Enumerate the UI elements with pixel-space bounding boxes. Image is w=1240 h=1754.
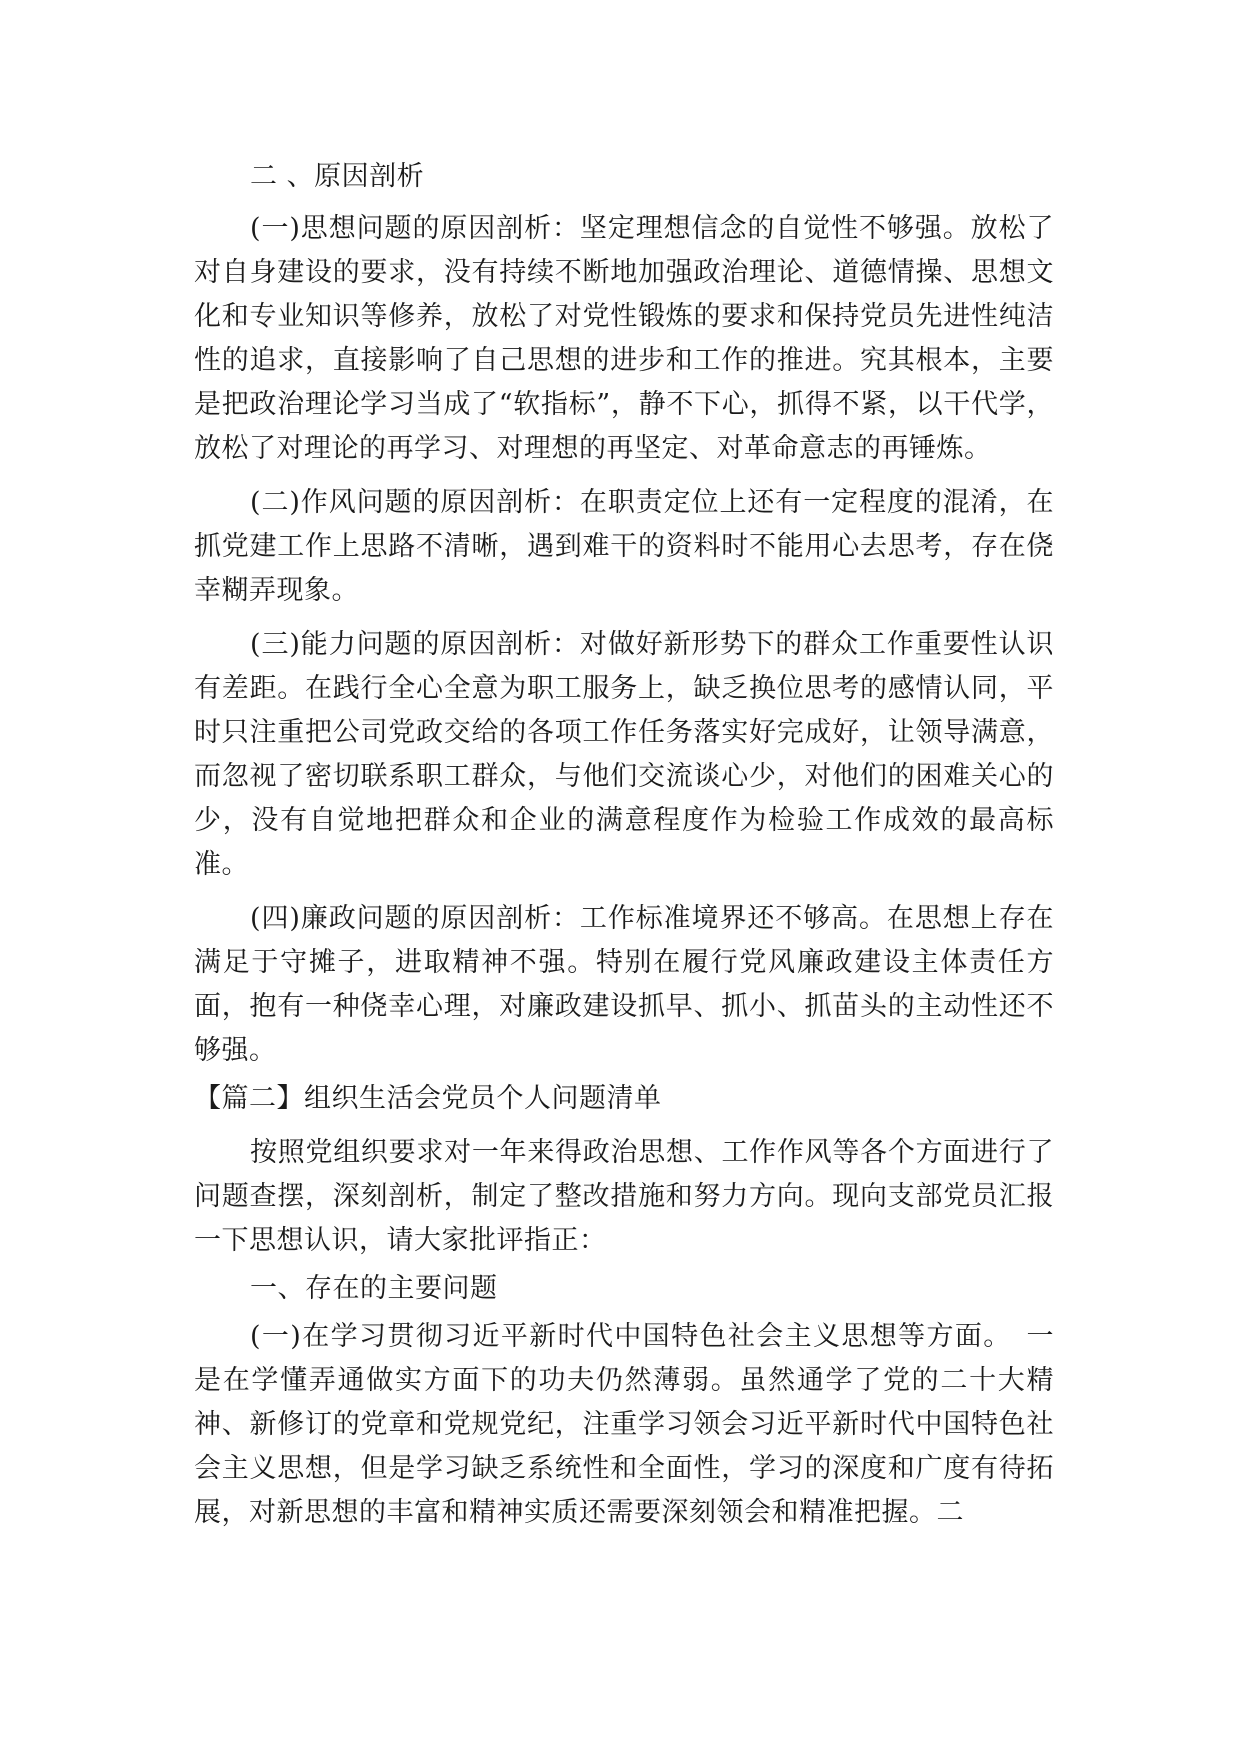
paragraph-study-problem: (一)在学习贯彻习近平新时代中国特色社会主义思想等方面。 一是在学懂弄通做实方面下的功夫仍然薄弱。虽然通学了党的二十大精神、新修订的党章和党规党纪，注重学习领会习近平新时代中国特色社会主义思想，但是学习缺乏系统性和全面性，学习的深度和广度有待拓展，对新思想的丰富和精神实质还需要深刻领会和精准把握。二 (194, 1321, 1054, 1528)
paragraph-ideology-cause: (一)思想问题的原因剖析：坚定理想信念的自觉性不够强。放松了对自身建设的要求，没有持续不断地加强政治理论、道德情操、思想文化和专业知识等修养，放松了对党性锻炼的要求和保持党员先进性纯洁性的追求，直接影响了自己思想的进步和工作的推进。究其根本，主要是把政治理论学习当成了“软指标”，静不下心，抓得不紧，以干代学，放松了对理论的再学习、对理想的再坚定、对革命意志的再锤炼。 (194, 213, 1054, 464)
section-heading-cause-analysis: 二 、原因剖析 (250, 161, 425, 192)
section-heading-main-problems: 一、存在的主要问题 (250, 1273, 498, 1304)
paragraph-style-cause: (二)作风问题的原因剖析：在职责定位上还有一定程度的混淆，在抓党建工作上思路不清晰，遇到难干的资料时不能用心去思考，存在侥幸糊弄现象。 (194, 487, 1054, 606)
paragraph-ability-cause: (三)能力问题的原因剖析：对做好新形势下的群众工作重要性认识有差距。在践行全心全意为职工服务上，缺乏换位思考的感情认同，平时只注重把公司党政交给的各项工作任务落实好完成好，让领导满意，而忽视了密切联系职工群众，与他们交流谈心少，对他们的困难关心的少，没有自觉地把群众和企业的满意程度作为检验工作成效的最高标准。 (194, 629, 1054, 880)
paragraph-introduction: 按照党组织要求对一年来得政治思想、工作作风等各个方面进行了问题查摆，深刻剖析，制定了整改措施和努力方向。现向支部党员汇报一下思想认识，请大家批评指正： (194, 1137, 1054, 1256)
paragraph-integrity-cause: (四)廉政问题的原因剖析：工作标准境界还不够高。在思想上存在满足于守摊子，进取精神不强。特别在履行党风廉政建设主体责任方面，抱有一种侥幸心理，对廉政建设抓早、抓小、抓苗头的主动性还不够强。 (194, 903, 1054, 1066)
document-page (194, 155, 1054, 1535)
article-two-title: 【篇二】组织生活会党员个人问题清单 (194, 1083, 662, 1114)
